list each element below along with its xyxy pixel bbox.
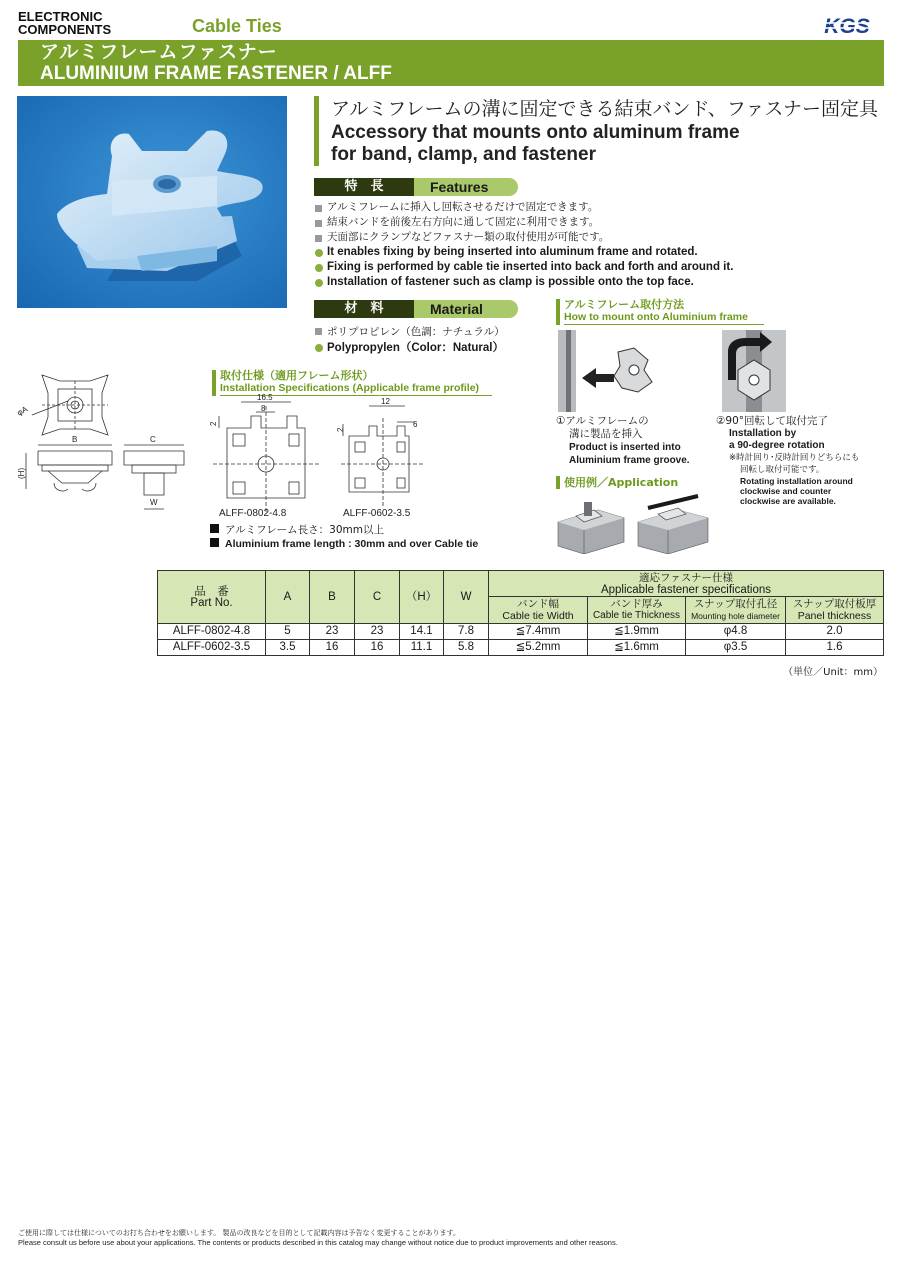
mount-step2-text (716, 415, 886, 506)
col-h: （H） (400, 571, 444, 624)
dim-side-0802: 2 (209, 421, 218, 426)
product-photo (17, 96, 287, 308)
footer-en: Please consult us before use about your applications. The contents or products described in this catalog may change without notice due to product improvements and other reasons. (18, 1238, 618, 1247)
material-en: Polypropylen（Color：Natural） (327, 342, 504, 354)
col-w: W (444, 571, 489, 624)
kgs-logo (812, 14, 882, 38)
mount-step1-text (556, 415, 714, 467)
step1-jp-2: 溝に製品を挿入 (569, 428, 643, 440)
install-spec-title-en: Installation Specifications (Applicable frame profile) (220, 382, 492, 396)
step2-note-en-1: Rotating installation around (740, 476, 853, 486)
col-panel-thickness: スナップ取付板厚 Panel thickness (786, 597, 884, 624)
category-label (18, 10, 111, 36)
col-hole-diameter: スナップ取付孔径 Mounting hole diameter (686, 597, 786, 624)
material-jp: ポリプロピレン（色調：ナチュラル） (327, 326, 505, 338)
logo-text: KGS (824, 15, 870, 38)
frame-length-en: Aluminium frame length : 30mm and over Cable tie (225, 538, 479, 550)
dim-slot-0802: 8 (261, 404, 266, 413)
feature-item: アルミフレームに挿入し回転させるだけで固定できます。 (314, 200, 733, 215)
title-banner (18, 40, 884, 86)
feature-item: Fixing is performed by cable tie inserted into back and forth and around it. (314, 260, 733, 275)
category-line1: ELECTRONIC (18, 9, 103, 24)
square-bullet-icon (210, 538, 219, 547)
frame-length-jp: アルミフレーム長さ：30mm以上 (225, 524, 384, 536)
label-phi-a: φA (15, 404, 30, 418)
material-heading (314, 300, 518, 318)
table-row: ALFF-0602-3.5 3.5 16 16 11.1 5.8 ≦5.2mm ≦1.6mm φ3.5 1.6 (158, 640, 884, 656)
material-info (314, 324, 505, 356)
series-title: Cable Ties (192, 16, 282, 36)
features-label-en: Features (414, 178, 518, 196)
mount-step1-image (556, 330, 656, 412)
square-bullet-icon (210, 524, 219, 533)
headline-en-line1: Accessory that mounts onto aluminum frame (331, 122, 740, 143)
col-part-jp: 品 番 (194, 584, 229, 598)
footer-jp: ご使用に際しては仕様についてのお打ち合わせをお願いします。 製品の改良などを目的として記載内容は予告なく変更することがあります。 (18, 1229, 460, 1237)
dim-slot-0602: 6 (413, 420, 418, 429)
headline-en-line2: for band, clamp, and fastener (331, 144, 596, 165)
application-title: 使用例／Application (556, 476, 678, 489)
table-row: ALFF-0802-4.8 5 23 23 14.1 7.8 ≦7.4mm ≦1.9mm φ4.8 2.0 (158, 624, 884, 640)
dim-width-0602: 12 (381, 397, 390, 406)
profile-name-0602: ALFF-0602-3.5 (343, 508, 411, 519)
col-b: B (310, 571, 355, 624)
col-group-fastener (489, 571, 884, 597)
group-jp: 適応ファスナー仕様 (638, 571, 734, 584)
col-cable-width: バンド幅 Cable tie Width (489, 597, 588, 624)
step2-note-jp-1: ※時計回り･反時計回りどちらにも (729, 453, 860, 463)
col-part (158, 571, 266, 624)
feature-item: Installation of fastener such as clamp is possible onto the top face. (314, 275, 733, 290)
col-cable-thickness: バンド厚み Cable tie Thickness (588, 597, 686, 624)
frame-profile-0602 (335, 394, 445, 520)
mount-heading (556, 299, 764, 325)
step2-en-1: Installation by (729, 428, 797, 439)
feature-item: 天面部にクランプなどファスナー類の取付使用が可能です。 (314, 230, 733, 245)
profile-name-0802: ALFF-0802-4.8 (219, 508, 287, 519)
feature-item: It enables fixing by being inserted into aluminum frame and rotated. (314, 245, 733, 260)
mount-step2-image (716, 330, 792, 412)
application-image (554, 492, 714, 554)
step2-en-2: a 90-degree rotation (729, 440, 825, 451)
features-list (314, 200, 733, 290)
step1-en-1: Product is inserted into (569, 442, 681, 453)
mount-title-en: How to mount onto Aluminium frame (564, 311, 764, 325)
material-label-jp: 材 料 (314, 300, 414, 318)
frame-length-note (210, 523, 478, 551)
headline-jp: アルミフレームの溝に固定できる結束バンド、ファスナー固定具 (331, 98, 879, 120)
material-label-en: Material (414, 300, 518, 318)
category-line2: COMPONENTS (18, 22, 112, 37)
features-heading (314, 178, 518, 196)
label-b: B (72, 435, 78, 444)
install-spec-title-jp: 取付仕様（適用フレーム形状） (220, 369, 374, 382)
feature-item: 結束バンドを前後左右方向に通して固定に利用できます。 (314, 215, 733, 230)
step1-en-2: Aluminium frame groove. (569, 455, 690, 466)
headline (314, 96, 878, 166)
step2-note-jp-2: 回転し取付可能です。 (740, 465, 825, 475)
dim-side-0602: 2 (336, 427, 345, 432)
title-jp: アルミフレームファスナー (40, 41, 278, 63)
group-en: Applicable fastener specifications (600, 583, 772, 596)
step1-jp-1: ①アルミフレームの (556, 415, 649, 427)
label-c: C (150, 435, 156, 444)
step2-note-en-2: clockwise and counter (740, 486, 832, 496)
title-en: ALUMINIUM FRAME FASTENER / ALFF (40, 63, 392, 84)
dot-bullet-icon (315, 344, 323, 352)
unit-note: （単位／Unit：mm） (783, 667, 883, 678)
install-spec-heading (212, 370, 492, 396)
product-drawing (12, 365, 202, 515)
label-h: (H) (17, 467, 26, 479)
square-bullet-icon (315, 328, 322, 335)
frame-profile-0802 (205, 394, 335, 520)
mount-title-jp: アルミフレーム取付方法 (564, 298, 685, 311)
col-a: A (266, 571, 310, 624)
step2-note-en-3: clockwise are available. (740, 496, 836, 506)
footer (18, 1229, 618, 1247)
label-w: W (150, 498, 158, 507)
step2-jp: ②90°回転して取付完了 (716, 415, 829, 427)
spec-table (157, 570, 884, 656)
col-c: C (355, 571, 400, 624)
features-label-jp: 特 長 (314, 178, 414, 196)
dim-width-0802: 16.5 (257, 394, 273, 402)
col-part-en: Part No. (190, 597, 233, 609)
